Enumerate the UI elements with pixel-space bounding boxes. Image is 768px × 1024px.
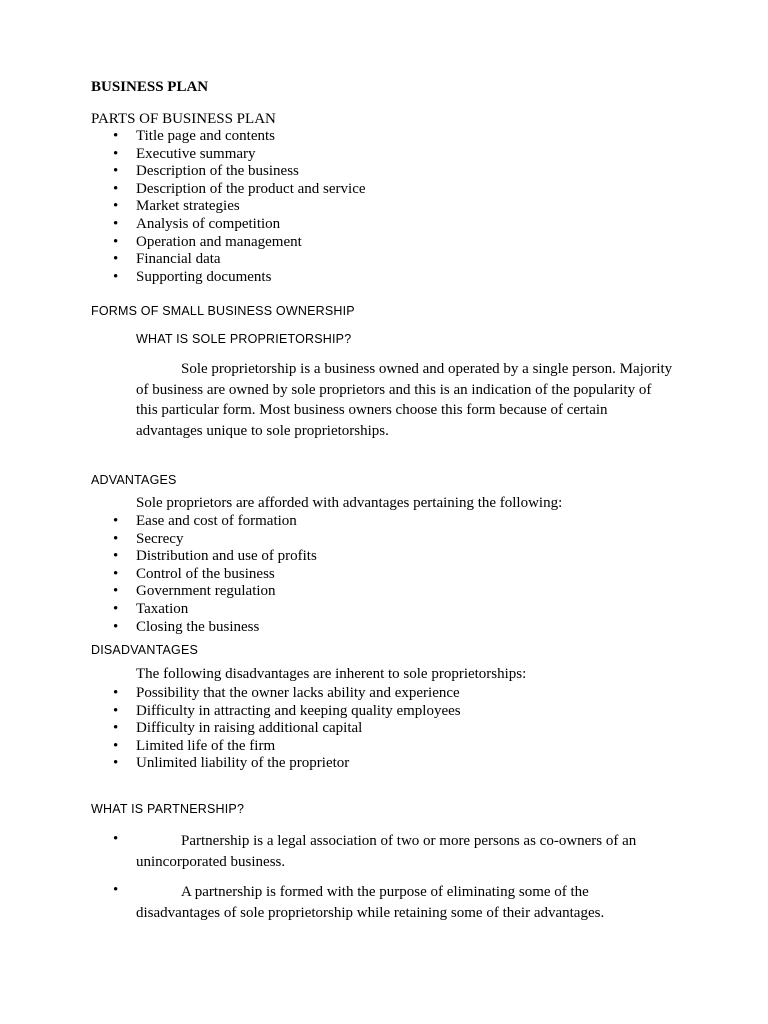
partnership-heading: WHAT IS PARTNERSHIP? xyxy=(91,802,245,816)
list-item xyxy=(0,146,366,164)
disadvantages-list xyxy=(0,685,461,773)
bullet-icon: • xyxy=(113,685,119,701)
sole-proprietorship-paragraph xyxy=(136,359,676,441)
list-item-text: Market strategies xyxy=(136,198,240,215)
list-item-text: Unlimited liability of the proprietor xyxy=(136,755,350,772)
bullet-icon: • xyxy=(113,737,119,754)
bullet-icon: • xyxy=(113,565,119,582)
list-item-text: Description of the product and service xyxy=(136,180,366,197)
bullet-icon: • xyxy=(113,831,119,847)
list-item xyxy=(0,181,366,199)
disadvantages-intro: The following disadvantages are inherent to sole proprietorships: xyxy=(136,666,527,682)
list-item-text: Title page and contents xyxy=(136,128,276,144)
parts-list xyxy=(0,128,366,286)
list-item-text: Control of the business xyxy=(136,565,275,582)
list-item-text: Secrecy xyxy=(136,530,184,547)
paragraph-text: Sole proprietorship is a business owned and operated by a single person. Majority of business are owned by sole proprietors and this is an indication of the popularity of this particular form. Most business owners choose this form because of certain advantages unique to sole proprietorships. xyxy=(136,361,673,439)
list-item-text: Possibility that the owner lacks ability and experience xyxy=(136,685,460,701)
list-item xyxy=(0,601,317,619)
list-item xyxy=(0,619,317,637)
forms-heading: FORMS OF SMALL BUSINESS OWNERSHIP xyxy=(91,304,355,318)
sole-proprietorship-heading: WHAT IS SOLE PROPRIETORSHIP? xyxy=(136,332,352,346)
paragraph-text: Partnership is a legal association of two or more persons as co-owners of an unincorporated business. xyxy=(136,833,637,870)
list-item-text: Description of the business xyxy=(136,163,299,180)
list-item xyxy=(0,513,317,531)
bullet-icon: • xyxy=(113,215,119,232)
list-item xyxy=(0,755,461,773)
partnership-point xyxy=(136,882,676,923)
list-item-text: Ease and cost of formation xyxy=(136,513,297,529)
list-item xyxy=(0,216,366,234)
bullet-icon: • xyxy=(113,163,119,180)
disadvantages-heading: DISADVANTAGES xyxy=(91,643,199,657)
list-item-text: Difficulty in raising additional capital xyxy=(136,720,363,737)
list-item-text: Analysis of competition xyxy=(136,215,281,232)
bullet-icon: • xyxy=(113,513,119,529)
bullet-icon: • xyxy=(113,720,119,737)
bullet-icon: • xyxy=(113,530,119,547)
list-item xyxy=(0,251,366,269)
list-item xyxy=(0,566,317,584)
advantages-heading: ADVANTAGES xyxy=(91,473,177,487)
bullet-icon: • xyxy=(113,251,119,268)
bullet-icon: • xyxy=(113,180,119,197)
paragraph-text: A partnership is formed with the purpose of eliminating some of the disadvantages of sole proprietorship while retaining some of their advantages. xyxy=(136,884,605,921)
list-item-text: Executive summary xyxy=(136,145,256,162)
bullet-icon: • xyxy=(113,128,119,144)
list-item xyxy=(0,685,461,703)
list-item xyxy=(0,548,317,566)
bullet-icon: • xyxy=(113,882,119,898)
bullet-icon: • xyxy=(113,145,119,162)
list-item xyxy=(0,198,366,216)
list-item-text: Difficulty in attracting and keeping quality employees xyxy=(136,702,461,719)
advantages-list xyxy=(0,513,317,636)
list-item-text: Government regulation xyxy=(136,583,276,600)
list-item-text: Closing the business xyxy=(136,618,260,635)
bullet-icon: • xyxy=(113,233,119,250)
bullet-icon: • xyxy=(113,548,119,565)
bullet-icon: • xyxy=(113,618,119,635)
bullet-icon: • xyxy=(113,600,119,617)
list-item-text: Supporting documents xyxy=(136,268,272,285)
bullet-icon: • xyxy=(113,702,119,719)
advantages-intro: Sole proprietors are afforded with advantages pertaining the following: xyxy=(136,495,563,511)
list-item xyxy=(0,269,366,287)
list-item xyxy=(0,531,317,549)
document-title: BUSINESS PLAN xyxy=(91,79,209,95)
list-item-text: Distribution and use of profits xyxy=(136,548,317,565)
list-item-text: Taxation xyxy=(136,600,189,617)
bullet-icon: • xyxy=(113,268,119,285)
bullet-icon: • xyxy=(113,755,119,772)
list-item xyxy=(0,703,461,721)
list-item xyxy=(0,163,366,181)
bullet-icon: • xyxy=(113,198,119,215)
list-item xyxy=(0,738,461,756)
list-item xyxy=(0,234,366,252)
list-item xyxy=(0,720,461,738)
bullet-icon: • xyxy=(113,583,119,600)
list-item xyxy=(0,128,366,146)
partnership-point xyxy=(136,831,676,872)
list-item-text: Operation and management xyxy=(136,233,302,250)
list-item xyxy=(0,583,317,601)
list-item-text: Limited life of the firm xyxy=(136,737,276,754)
parts-heading: PARTS OF BUSINESS PLAN xyxy=(91,111,276,127)
list-item-text: Financial data xyxy=(136,251,221,268)
